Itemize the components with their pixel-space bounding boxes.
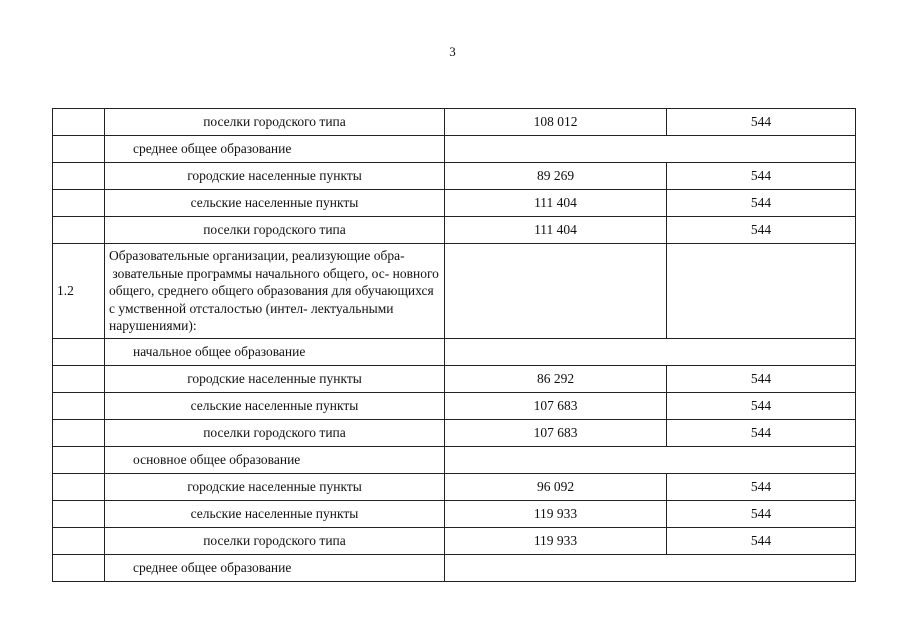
row-number xyxy=(53,163,105,190)
row-number xyxy=(53,338,105,365)
value-cell-2: 544 xyxy=(667,527,856,554)
section-heading: начальное общее образование xyxy=(105,338,445,365)
row-name: городские населенные пункты xyxy=(105,365,445,392)
row-number xyxy=(53,500,105,527)
table-row xyxy=(53,190,856,217)
table-row xyxy=(53,136,856,163)
row-name: городские населенные пункты xyxy=(105,163,445,190)
merged-value-cell xyxy=(445,136,856,163)
value-cell-1: 119 933 xyxy=(445,500,667,527)
row-number xyxy=(53,365,105,392)
table-row xyxy=(53,392,856,419)
value-cell-1: 111 404 xyxy=(445,190,667,217)
row-number xyxy=(53,527,105,554)
merged-value-cell xyxy=(445,338,856,365)
value-cell-1: 108 012 xyxy=(445,109,667,136)
section-heading: среднее общее образование xyxy=(105,554,445,581)
value-cell-2: 544 xyxy=(667,419,856,446)
section-heading: среднее общее образование xyxy=(105,136,445,163)
value-cell-1: 107 683 xyxy=(445,392,667,419)
merged-value-cell xyxy=(445,446,856,473)
value-cell-2: 544 xyxy=(667,109,856,136)
value-cell-2 xyxy=(667,244,856,339)
table-row xyxy=(53,365,856,392)
value-cell-2: 544 xyxy=(667,500,856,527)
document-table xyxy=(52,108,856,582)
row-number xyxy=(53,217,105,244)
table-row xyxy=(53,554,856,581)
merged-value-cell xyxy=(445,554,856,581)
row-number: 1.2 xyxy=(53,244,105,339)
table-row xyxy=(53,217,856,244)
row-name: сельские населенные пункты xyxy=(105,500,445,527)
row-number xyxy=(53,446,105,473)
value-cell-2: 544 xyxy=(667,190,856,217)
value-cell-2: 544 xyxy=(667,473,856,500)
table-row xyxy=(53,244,856,339)
row-number xyxy=(53,419,105,446)
row-name: городские населенные пункты xyxy=(105,473,445,500)
row-name: поселки городского типа xyxy=(105,419,445,446)
value-cell-1: 107 683 xyxy=(445,419,667,446)
table-row xyxy=(53,500,856,527)
table-row xyxy=(53,109,856,136)
table-row xyxy=(53,163,856,190)
value-cell-1 xyxy=(445,244,667,339)
section-heading: основное общее образование xyxy=(105,446,445,473)
row-name: поселки городского типа xyxy=(105,217,445,244)
row-description: Образовательные организации, реализующие обра- зовательные программы начального общего, ос- новного общего, среднего общего образования для обучающихся с умственной отсталостью (интел- лектуальными нарушениями): xyxy=(105,244,445,339)
value-cell-1: 96 092 xyxy=(445,473,667,500)
value-cell-1: 89 269 xyxy=(445,163,667,190)
row-name: сельские населенные пункты xyxy=(105,190,445,217)
value-cell-2: 544 xyxy=(667,392,856,419)
row-name: сельские населенные пункты xyxy=(105,392,445,419)
table-row xyxy=(53,473,856,500)
table-row xyxy=(53,338,856,365)
row-number xyxy=(53,136,105,163)
value-cell-1: 86 292 xyxy=(445,365,667,392)
row-number xyxy=(53,190,105,217)
value-cell-1: 111 404 xyxy=(445,217,667,244)
row-name: поселки городского типа xyxy=(105,109,445,136)
table-body xyxy=(53,109,856,582)
value-cell-2: 544 xyxy=(667,163,856,190)
table-row xyxy=(53,527,856,554)
row-number xyxy=(53,554,105,581)
row-name: поселки городского типа xyxy=(105,527,445,554)
value-cell-2: 544 xyxy=(667,365,856,392)
value-cell-2: 544 xyxy=(667,217,856,244)
row-number xyxy=(53,392,105,419)
row-number xyxy=(53,109,105,136)
value-cell-1: 119 933 xyxy=(445,527,667,554)
table-row xyxy=(53,446,856,473)
row-number xyxy=(53,473,105,500)
table-row xyxy=(53,419,856,446)
page-number: 3 xyxy=(449,44,456,59)
